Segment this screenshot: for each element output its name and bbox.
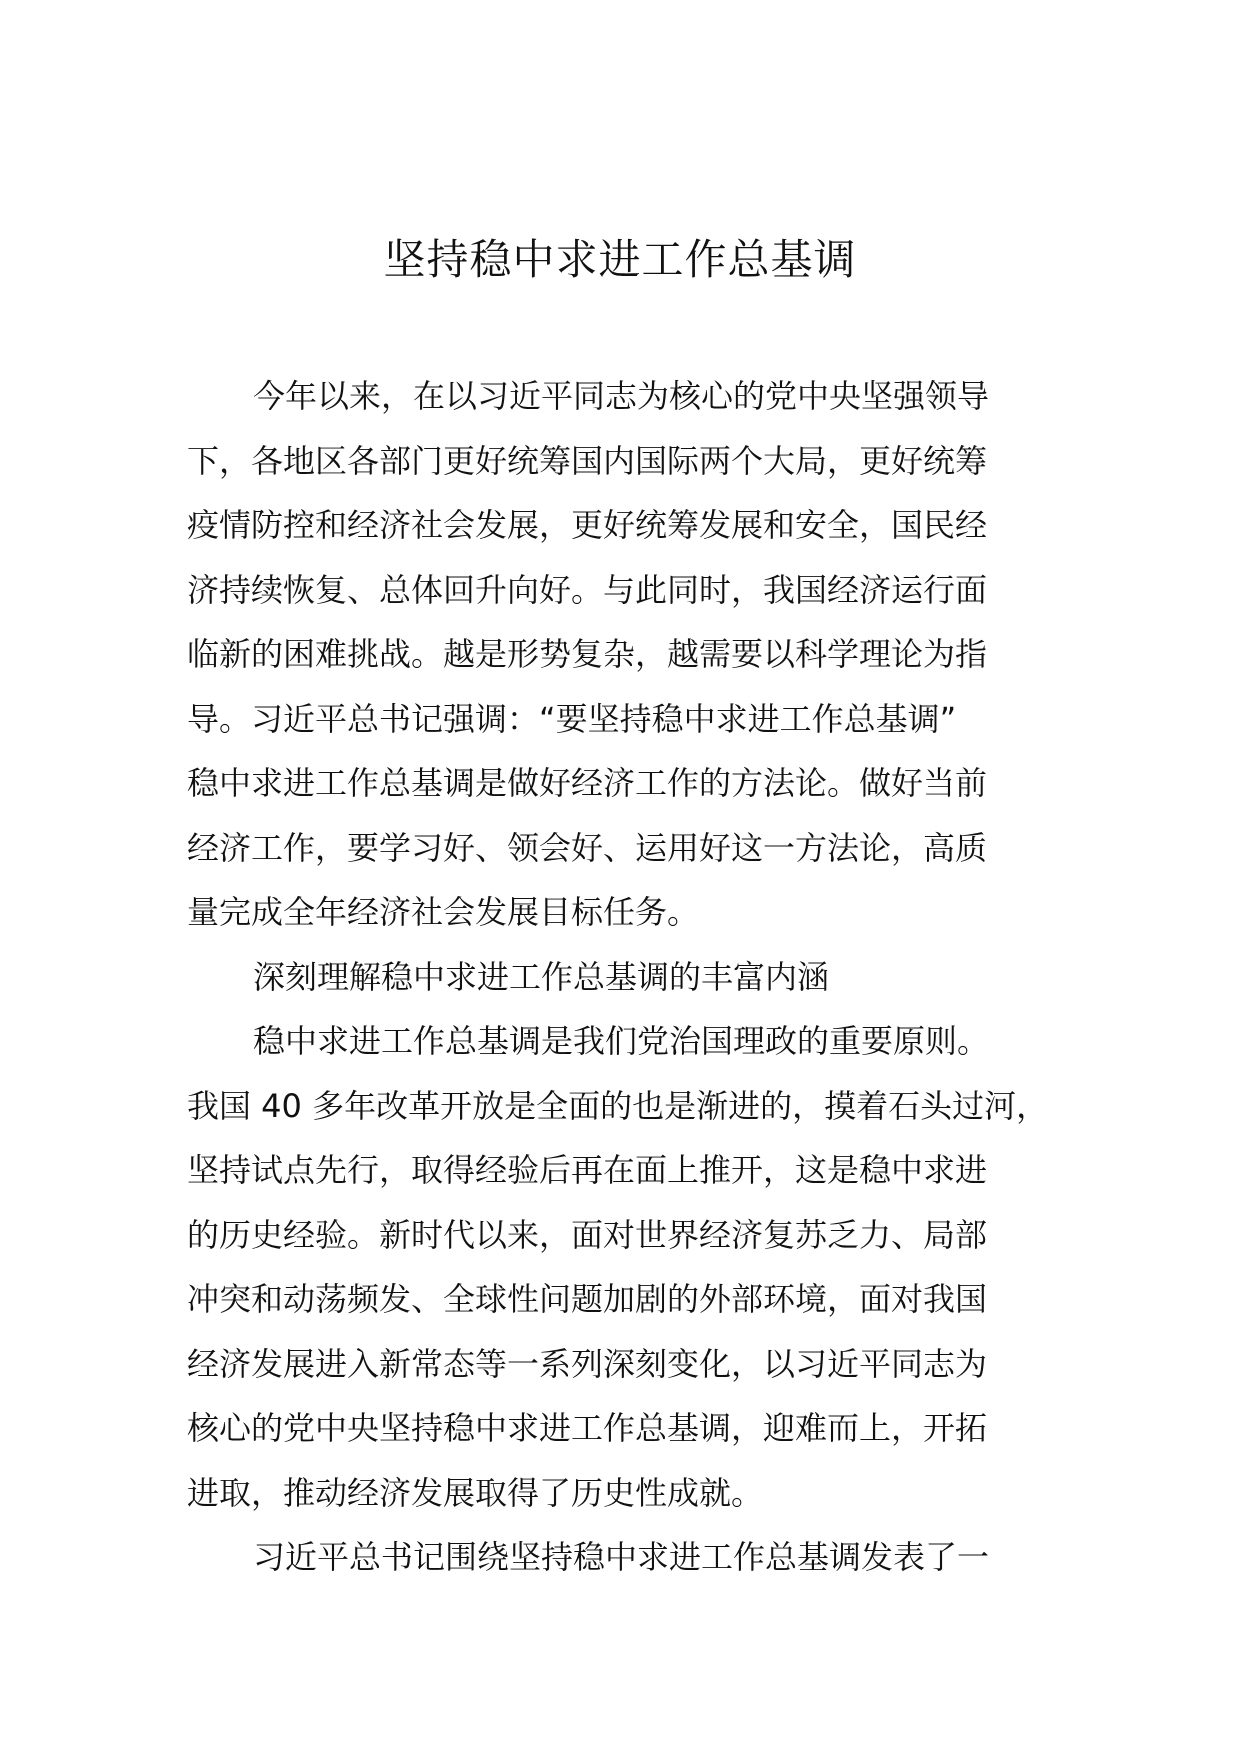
text-line: 深刻理解稳中求进工作总基调的丰富内涵 xyxy=(253,957,830,996)
text-line: 坚持试点先行，取得经验后再在面上推开，这是稳中求进 xyxy=(187,1151,988,1189)
text-line: 量完成全年经济社会发展目标任务。 xyxy=(187,893,700,931)
text-line: 我国 40 多年改革开放是全面的也是渐进的，摸着石头过河， xyxy=(187,1086,1049,1125)
text-line: 临新的困难挑战。越是形势复杂，越需要以科学理论为指 xyxy=(187,635,988,673)
text-line: 经济工作，要学习好、领会好、运用好这一方法论，高质 xyxy=(187,828,988,867)
text-line: 济持续恢复、总体回升向好。与此同时，我国经济运行面 xyxy=(187,570,988,609)
text-line: 稳中求进工作总基调是做好经济工作的方法论。做好当前 xyxy=(187,764,988,802)
text-line: 的历史经验。新时代以来，面对世界经济复苏乏力、局部 xyxy=(187,1215,988,1254)
text-line: 进取，推动经济发展取得了历史性成就。 xyxy=(187,1473,764,1512)
text-line: 今年以来，在以习近平同志为核心的党中央坚强领导 xyxy=(253,377,990,415)
text-line: 导。习近平总书记强调：“要坚持稳中求进工作总基调” xyxy=(187,699,957,738)
document-body xyxy=(187,364,1087,1590)
text-line: 经济发展进入新常态等一系列深刻变化，以习近平同志为 xyxy=(187,1344,988,1383)
text-line: 下，各地区各部门更好统筹国内国际两个大局，更好统筹 xyxy=(187,441,988,480)
text-line: 冲突和动荡频发、全球性问题加剧的外部环境，面对我国 xyxy=(187,1280,988,1318)
text-line: 核心的党中央坚持稳中求进工作总基调，迎难而上，开拓 xyxy=(187,1409,988,1447)
text-line: 稳中求进工作总基调是我们党治国理政的重要原则。 xyxy=(253,1022,990,1060)
document-title: 坚持稳中求进工作总基调 xyxy=(383,235,857,284)
text-line: 习近平总书记围绕坚持稳中求进工作总基调发表了一 xyxy=(253,1538,990,1576)
text-line: 疫情防控和经济社会发展，更好统筹发展和安全，国民经 xyxy=(187,506,988,544)
